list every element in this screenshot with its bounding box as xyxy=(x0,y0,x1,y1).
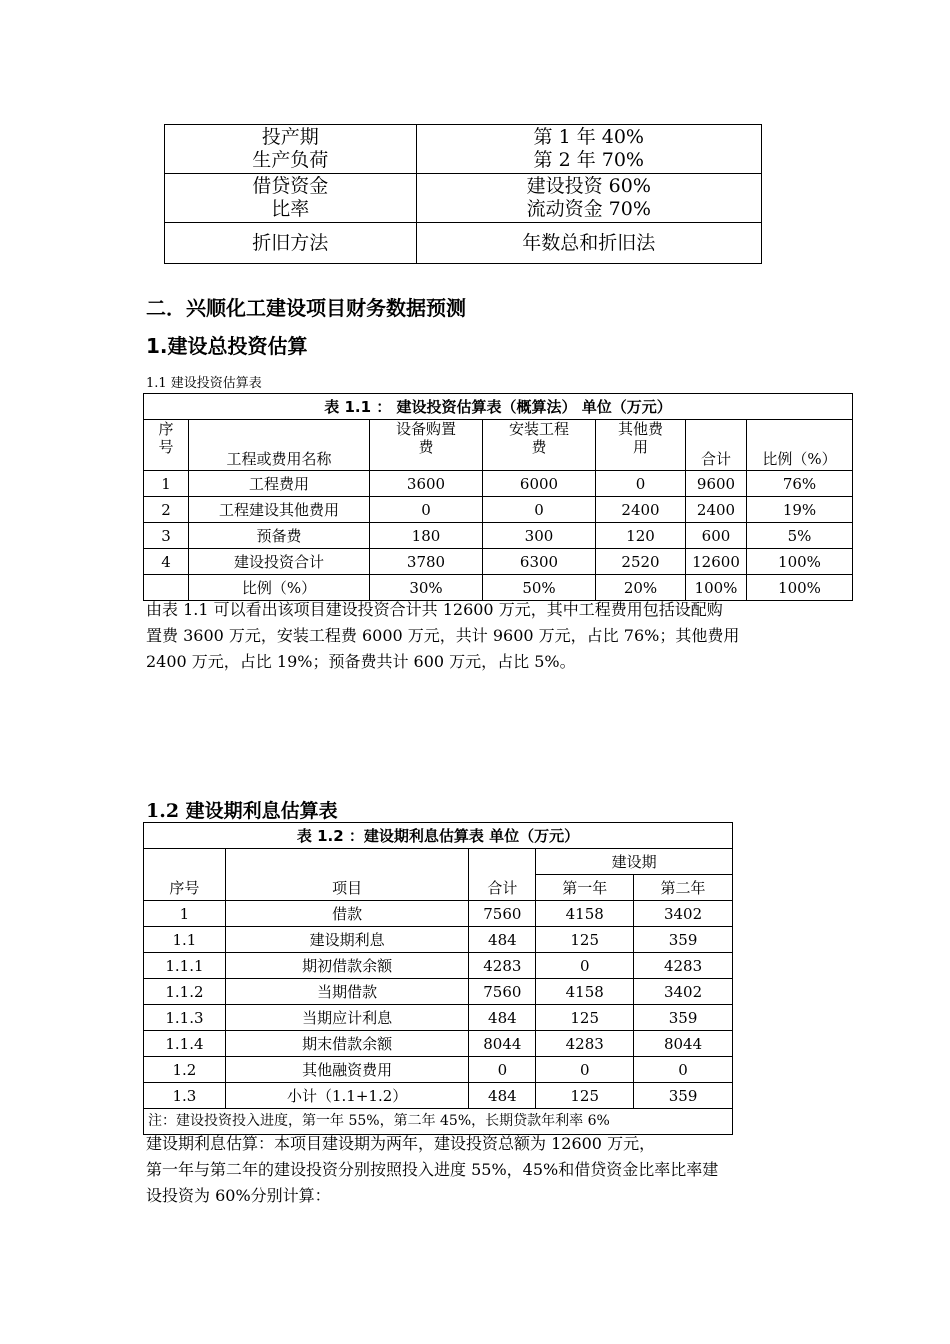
header-text: 号 xyxy=(158,438,174,456)
table-cell: 1.1.2 xyxy=(144,979,226,1005)
table-row xyxy=(144,1031,733,1057)
table-cell: 300 xyxy=(483,523,596,549)
table-row xyxy=(144,549,853,575)
paragraph-line: 第一年与第二年的建设投资分别按照投入进度 55%，45%和借贷资金比率比率建 xyxy=(146,1160,719,1179)
table-cell: 0 xyxy=(370,497,483,523)
table-row xyxy=(144,523,853,549)
table-cell: 359 xyxy=(634,927,733,953)
table-cell: 4158 xyxy=(536,979,634,1005)
table-cell: 20% xyxy=(596,575,686,601)
table-row xyxy=(144,1057,733,1083)
cell-text: 流动资金 70% xyxy=(526,198,651,220)
table-cell: 3780 xyxy=(370,549,483,575)
header-item: 项目 xyxy=(225,849,469,901)
table-cell: 1 xyxy=(144,471,189,497)
subsection-title: 1.建设总投资估算 xyxy=(146,334,308,358)
cell-text: 借贷资金 xyxy=(252,175,329,198)
header-text: 用 xyxy=(632,438,648,456)
table-cell xyxy=(416,125,761,174)
table-cell: 359 xyxy=(634,1005,733,1031)
interest-estimate-table xyxy=(143,822,733,1135)
production-params-table xyxy=(164,124,762,264)
paragraph-line: 建设期利息估算：本项目建设期为两年，建设投资总额为 12600 万元， xyxy=(146,1134,656,1153)
header-text: 安装工程 xyxy=(508,420,569,438)
investment-estimate-table xyxy=(143,393,853,601)
table-cell: 4283 xyxy=(536,1031,634,1057)
analysis-paragraph xyxy=(146,597,826,675)
table-cell: 工程费用 xyxy=(189,471,370,497)
table-cell: 120 xyxy=(596,523,686,549)
table-header-row xyxy=(144,420,853,471)
table-cell: 6000 xyxy=(483,471,596,497)
header-install xyxy=(483,420,596,471)
header-equip xyxy=(370,420,483,471)
cell-text: 比率 xyxy=(271,198,310,220)
table-title-row xyxy=(144,394,853,420)
table-cell: 19% xyxy=(747,497,853,523)
table-row xyxy=(165,125,762,174)
table-row xyxy=(144,1083,733,1109)
table-cell: 其他融资费用 xyxy=(225,1057,469,1083)
table-cell: 3600 xyxy=(370,471,483,497)
table2-heading: 1.2 建设期利息估算表 xyxy=(146,800,338,822)
table-row xyxy=(144,901,733,927)
header-text: 其他费 xyxy=(617,420,663,438)
table-cell: 1.1.1 xyxy=(144,953,226,979)
table-cell: 3402 xyxy=(634,979,733,1005)
table-cell: 100% xyxy=(747,575,853,601)
table-cell: 小计（1.1+1.2） xyxy=(225,1083,469,1109)
table-cell: 0 xyxy=(536,1057,634,1083)
header-total: 合计 xyxy=(686,420,747,471)
table-cell: 期末借款余额 xyxy=(225,1031,469,1057)
table-row xyxy=(144,471,853,497)
table-cell: 7560 xyxy=(469,901,536,927)
table-cell: 比例（%） xyxy=(189,575,370,601)
cell-text: 建设投资 60% xyxy=(526,175,651,198)
table-row xyxy=(144,953,733,979)
table-cell: 工程建设其他费用 xyxy=(189,497,370,523)
table-cell: 1.1.4 xyxy=(144,1031,226,1057)
table-cell xyxy=(416,174,761,223)
cell-text: 第 2 年 70% xyxy=(533,149,644,171)
table-cell: 4 xyxy=(144,549,189,575)
paragraph-line: 设投资为 60%分别计算： xyxy=(146,1186,331,1205)
table-cell: 2400 xyxy=(686,497,747,523)
table-cell: 年数总和折旧法 xyxy=(416,223,761,264)
table-cell: 12600 xyxy=(686,549,747,575)
table-cell: 1.3 xyxy=(144,1083,226,1109)
table-cell: 484 xyxy=(469,1083,536,1109)
table-cell xyxy=(165,174,417,223)
section-title: 二．兴顺化工建设项目财务数据预测 xyxy=(146,296,466,320)
table-cell xyxy=(165,125,417,174)
table-cell: 借款 xyxy=(225,901,469,927)
header-seq: 序号 xyxy=(144,849,226,901)
table-cell: 0 xyxy=(469,1057,536,1083)
table-cell: 2400 xyxy=(596,497,686,523)
header-other xyxy=(596,420,686,471)
table-row xyxy=(144,497,853,523)
table-cell: 2520 xyxy=(596,549,686,575)
table-cell: 359 xyxy=(634,1083,733,1109)
table-cell: 484 xyxy=(469,1005,536,1031)
table-row xyxy=(144,927,733,953)
cell-text: 第 1 年 40% xyxy=(533,126,644,149)
table-cell: 折旧方法 xyxy=(165,223,417,264)
table-cell: 125 xyxy=(536,1005,634,1031)
table-cell: 当期借款 xyxy=(225,979,469,1005)
table-cell: 建设投资合计 xyxy=(189,549,370,575)
table-cell: 125 xyxy=(536,1083,634,1109)
interest-paragraph xyxy=(146,1131,826,1209)
table-cell: 9600 xyxy=(686,471,747,497)
table-note: 注：建设投资投入进度，第一年 55%，第二年 45%，长期贷款年利率 6% xyxy=(144,1109,733,1135)
table-cell: 0 xyxy=(596,471,686,497)
header-total: 合计 xyxy=(469,849,536,901)
header-text: 序 xyxy=(158,420,174,438)
table-title-row xyxy=(144,823,733,849)
table-cell: 0 xyxy=(634,1057,733,1083)
table-cell: 预备费 xyxy=(189,523,370,549)
table-cell: 600 xyxy=(686,523,747,549)
table-cell: 1 xyxy=(144,901,226,927)
table-cell: 4158 xyxy=(536,901,634,927)
table-cell: 4283 xyxy=(469,953,536,979)
header-ratio: 比例（%） xyxy=(747,420,853,471)
cell-text: 投产期 xyxy=(261,126,319,149)
table-cell: 2 xyxy=(144,497,189,523)
table-title: 表 1.2 ：建设期利息估算表 单位（万元） xyxy=(144,823,733,849)
table-row xyxy=(165,223,762,264)
paragraph-line: 由表 1.1 可以看出该项目建设投资合计共 12600 万元，其中工程费用包括设配购 xyxy=(146,600,723,619)
table-row xyxy=(165,174,762,223)
table-cell: 76% xyxy=(747,471,853,497)
table-cell: 125 xyxy=(536,927,634,953)
header-text: 费 xyxy=(418,438,434,456)
table-title: 表 1.1 ： 建设投资估算表（概算法） 单位（万元） xyxy=(144,394,853,420)
paragraph-line: 2400 万元，占比 19%；预备费共计 600 万元，占比 5%。 xyxy=(146,652,576,671)
paragraph-line: 置费 3600 万元，安装工程费 6000 万元，共计 9600 万元，占比 76%；其他费用 xyxy=(146,626,740,645)
table-cell: 100% xyxy=(747,549,853,575)
header-text: 费 xyxy=(531,438,547,456)
table-cell: 期初借款余额 xyxy=(225,953,469,979)
table-cell: 1.1.3 xyxy=(144,1005,226,1031)
header-year1: 第一年 xyxy=(536,875,634,901)
table-cell: 484 xyxy=(469,927,536,953)
table-cell: 5% xyxy=(747,523,853,549)
table-cell: 0 xyxy=(536,953,634,979)
table-cell: 当期应计利息 xyxy=(225,1005,469,1031)
table-header-row xyxy=(144,849,733,875)
table-cell: 180 xyxy=(370,523,483,549)
table-cell: 30% xyxy=(370,575,483,601)
table-cell: 建设期利息 xyxy=(225,927,469,953)
table-cell: 4283 xyxy=(634,953,733,979)
cell-text: 生产负荷 xyxy=(252,149,329,171)
header-name: 工程或费用名称 xyxy=(189,420,370,471)
table-caption: 1.1 建设投资估算表 xyxy=(146,376,262,391)
table-cell: 7560 xyxy=(469,979,536,1005)
table-cell: 1.2 xyxy=(144,1057,226,1083)
header-seq xyxy=(144,420,189,471)
table-cell: 3 xyxy=(144,523,189,549)
table-cell: 1.1 xyxy=(144,927,226,953)
table-cell: 8044 xyxy=(469,1031,536,1057)
table-cell: 0 xyxy=(483,497,596,523)
header-year2: 第二年 xyxy=(634,875,733,901)
header-text: 设备购置 xyxy=(395,420,456,438)
table-cell: 50% xyxy=(483,575,596,601)
table-cell: 100% xyxy=(686,575,747,601)
table-cell: 6300 xyxy=(483,549,596,575)
table-cell: 3402 xyxy=(634,901,733,927)
table-row xyxy=(144,979,733,1005)
table-cell: 8044 xyxy=(634,1031,733,1057)
header-period: 建设期 xyxy=(536,849,733,875)
table-row xyxy=(144,1005,733,1031)
